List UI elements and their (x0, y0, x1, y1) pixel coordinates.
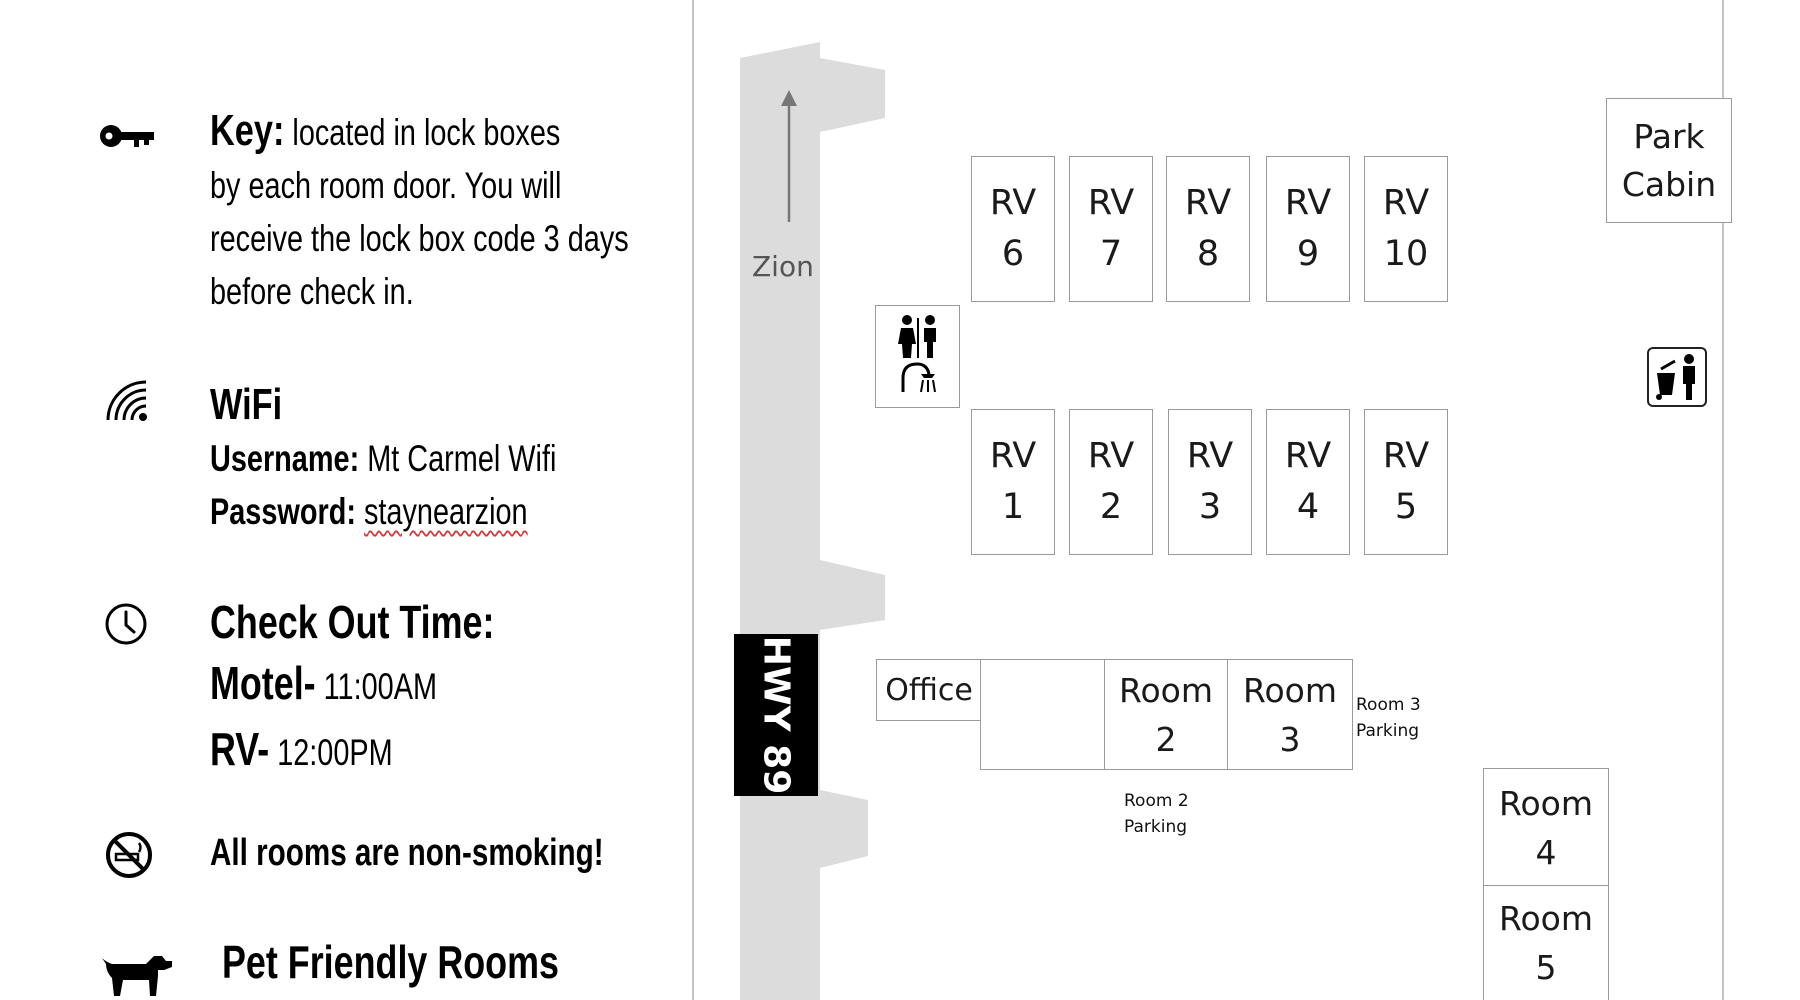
parking-label-1: Room 2 (1124, 791, 1189, 811)
rv-label: RV (1382, 183, 1430, 223)
rv-time: 12:00PM (277, 732, 393, 773)
rv-label: RV (1087, 183, 1135, 223)
rv-label: RV (1382, 436, 1430, 476)
restroom-shower-box (875, 305, 960, 408)
key-line-4: before check in. (210, 271, 414, 312)
rv-site-6 (971, 156, 1055, 302)
key-line-2: by each room door. You will (210, 165, 562, 206)
rv-label: RV (1184, 183, 1232, 223)
rv-label: RV (1284, 183, 1332, 223)
password-label: Password: (210, 491, 356, 532)
highway-label: HWY 89 (755, 635, 797, 795)
park-cabin (1606, 98, 1732, 223)
smoking-text: All rooms are non-smoking! (210, 832, 604, 874)
room-number: 4 (1535, 832, 1557, 872)
room-label: Room (1119, 670, 1213, 710)
restroom-shower-icon (877, 306, 959, 406)
trash-icon (1649, 349, 1705, 405)
rv-site-3 (1168, 409, 1252, 555)
unlabeled-building (980, 659, 1105, 770)
room-label: Room (1499, 899, 1593, 938)
parking-label-2: Parking (1356, 721, 1420, 741)
parking-label-2: Parking (1124, 817, 1188, 837)
rv-label: RV (1087, 436, 1135, 476)
room-3 (1227, 659, 1353, 770)
rv-label: RV (989, 183, 1037, 223)
password-value: staynearzion (363, 491, 528, 532)
checkout-heading: Check Out Time: (210, 596, 495, 648)
room-number: 2 (1155, 719, 1177, 759)
room-number: 3 (1279, 719, 1301, 759)
room-5 (1483, 885, 1609, 1000)
username-value: Mt Carmel Wifi (367, 438, 557, 479)
rv-site-9 (1266, 156, 1350, 302)
office (876, 659, 982, 721)
motel-time: 11:00AM (323, 666, 438, 707)
rv-number: 2 (1099, 487, 1123, 527)
room-number: 5 (1535, 948, 1557, 987)
rv-number: 10 (1383, 234, 1429, 274)
rv-number: 7 (1099, 234, 1123, 274)
rv-site-1 (971, 409, 1055, 555)
trash-box (1647, 347, 1707, 407)
rv-number: 6 (1001, 234, 1025, 274)
rv-number: 4 (1296, 487, 1320, 527)
key-line-1: located in lock boxes (292, 112, 561, 153)
rv-label: RV (1186, 436, 1234, 476)
room-2-parking-label (1124, 788, 1189, 840)
rv-number: 8 (1196, 234, 1220, 274)
rv-label: RV (1284, 436, 1332, 476)
rv-number: 3 (1198, 487, 1222, 527)
pets-heading: Pet Friendly Rooms (222, 936, 559, 988)
rv-label: RV (989, 436, 1037, 476)
room-4 (1483, 768, 1609, 887)
office-label: Office (885, 672, 973, 708)
wifi-heading: WiFi (210, 380, 283, 429)
rv-site-8 (1166, 156, 1250, 302)
room-label: Room (1499, 783, 1593, 823)
rv-number: 1 (1001, 487, 1025, 527)
rv-number: 5 (1394, 487, 1418, 527)
rv-site-7 (1069, 156, 1153, 302)
rv-label: RV- (210, 723, 270, 775)
rv-site-10 (1364, 156, 1448, 302)
parking-label-1: Room 3 (1356, 695, 1421, 715)
zion-direction-label: Zion (752, 250, 814, 283)
room-3-parking-label (1356, 692, 1421, 744)
cabin-label-2: Cabin (1621, 164, 1717, 204)
room-2 (1104, 659, 1228, 770)
key-heading: Key: (210, 106, 285, 155)
motel-label: Motel- (210, 657, 316, 709)
rv-site-5 (1364, 409, 1448, 555)
rv-number: 9 (1296, 234, 1320, 274)
cabin-label-1: Park (1633, 116, 1705, 156)
username-label: Username: (210, 438, 360, 479)
room-label: Room (1243, 670, 1337, 710)
rv-site-4 (1266, 409, 1350, 555)
rv-site-2 (1069, 409, 1153, 555)
key-line-3: receive the lock box code 3 days (210, 218, 629, 259)
